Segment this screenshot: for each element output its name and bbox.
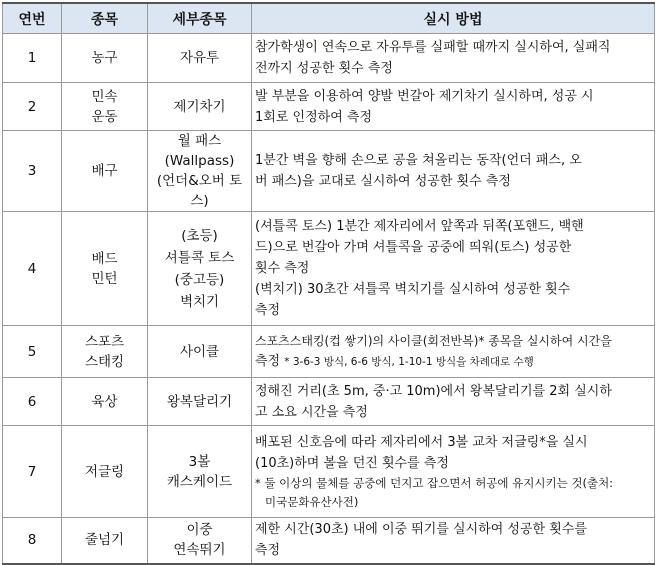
row-no: 3 [3, 131, 62, 212]
table-row [3, 326, 655, 378]
table-row [3, 378, 655, 426]
row-no: 4 [3, 212, 62, 326]
row-detail: 제기차기 [148, 83, 252, 131]
row-event: 배구 [62, 131, 148, 212]
header-no: 연번 [3, 3, 62, 34]
row-no: 6 [3, 378, 62, 426]
row-event: 육상 [62, 378, 148, 426]
row-no: 5 [3, 326, 62, 378]
header-event: 종목 [62, 3, 148, 34]
table-row [3, 131, 655, 212]
footnote: * 3-6-3 방식, 6-6 방식, 1-10-1 방식을 차례대로 수행 [284, 356, 534, 368]
row-method: 참가학생이 연속으로 자유투를 실패할 때까지 실시하여, 실패직 전까지 성공한 횟수 측정 [252, 34, 655, 83]
row-detail: 자유투 [148, 34, 252, 83]
footnote: * 둘 이상의 물체를 공중에 던지고 잡으면서 허공에 유지시키는 것(출처: [255, 475, 614, 490]
row-method: 스포츠스태킹(컵 쌓기)의 사이클(회전반복)* 종목을 실시하여 시간을 측정 * 3-6-3 방식, 6-6 방식, 1-10-1 방식을 차례대로 수행 [252, 326, 655, 378]
row-detail: 이중 연속뛰기 [148, 518, 252, 564]
row-event: 배드 민턴 [62, 212, 148, 326]
header-detail: 세부종목 [148, 3, 252, 34]
table-row [3, 34, 655, 83]
row-detail: 사이클 [148, 326, 252, 378]
row-event: 민속 운동 [62, 83, 148, 131]
table-row [3, 83, 655, 131]
row-no: 7 [3, 426, 62, 518]
row-event: 농구 [62, 34, 148, 83]
row-method: 제한 시간(30초) 내에 이중 뛰기를 실시하여 성공한 횟수를 측정 [252, 518, 655, 564]
header-method: 실시 방법 [252, 3, 655, 34]
row-method: 1분간 벽을 향해 손으로 공을 쳐올리는 동작(언더 패스, 오 버 패스)을 교대로 실시하여 성공한 횟수 측정 [252, 131, 655, 212]
row-no: 8 [3, 518, 62, 564]
row-detail: 왕복달리기 [148, 378, 252, 426]
table-row [3, 212, 655, 326]
row-event: 저글링 [62, 426, 148, 518]
row-method: 정해진 거리(초 5m, 중·고 10m)에서 왕복달리기를 2회 실시하 고 소요 시간을 측정 [252, 378, 655, 426]
row-event: 줄넘기 [62, 518, 148, 564]
row-event: 스포츠 스태킹 [62, 326, 148, 378]
footnote: 미국문화유산사전) [265, 494, 359, 509]
row-detail: 3볼 캐스케이드 [148, 426, 252, 518]
table-row [3, 426, 655, 518]
row-no: 1 [3, 34, 62, 83]
row-detail: (초등) 셔틀콕 토스 (중고등) 벽치기 [148, 212, 252, 326]
events-table [2, 2, 655, 565]
row-method: 발 부분을 이용하여 양발 번갈아 제기차기 실시하며, 성공 시 1회로 인정하여 측정 [252, 83, 655, 131]
table-row [3, 518, 655, 564]
row-no: 2 [3, 83, 62, 131]
row-detail: 월 패스(Wallpass) (언더&오버 토스) [148, 131, 252, 212]
header-row [3, 3, 655, 34]
row-method: 배포된 신호음에 따라 제자리에서 3볼 교차 저글링*을 실시 (10초)하며 볼을 던진 횟수를 측정 * 둘 이상의 물체를 공중에 던지고 잡으면서 허공에 유지시키는 것(출처: 미국문화유산사전) [252, 426, 655, 518]
row-method: (셔틀콕 토스) 1분간 제자리에서 앞쪽과 뒤쪽(포핸드, 백핸 드)으로 번갈아 가며 셔틀콕을 공중에 띄워(토스) 성공한 횟수 측정 (벽치기) 30초간 셔틀콕 벽치기를 실시하여 성공한 횟수 측정 [252, 212, 655, 326]
